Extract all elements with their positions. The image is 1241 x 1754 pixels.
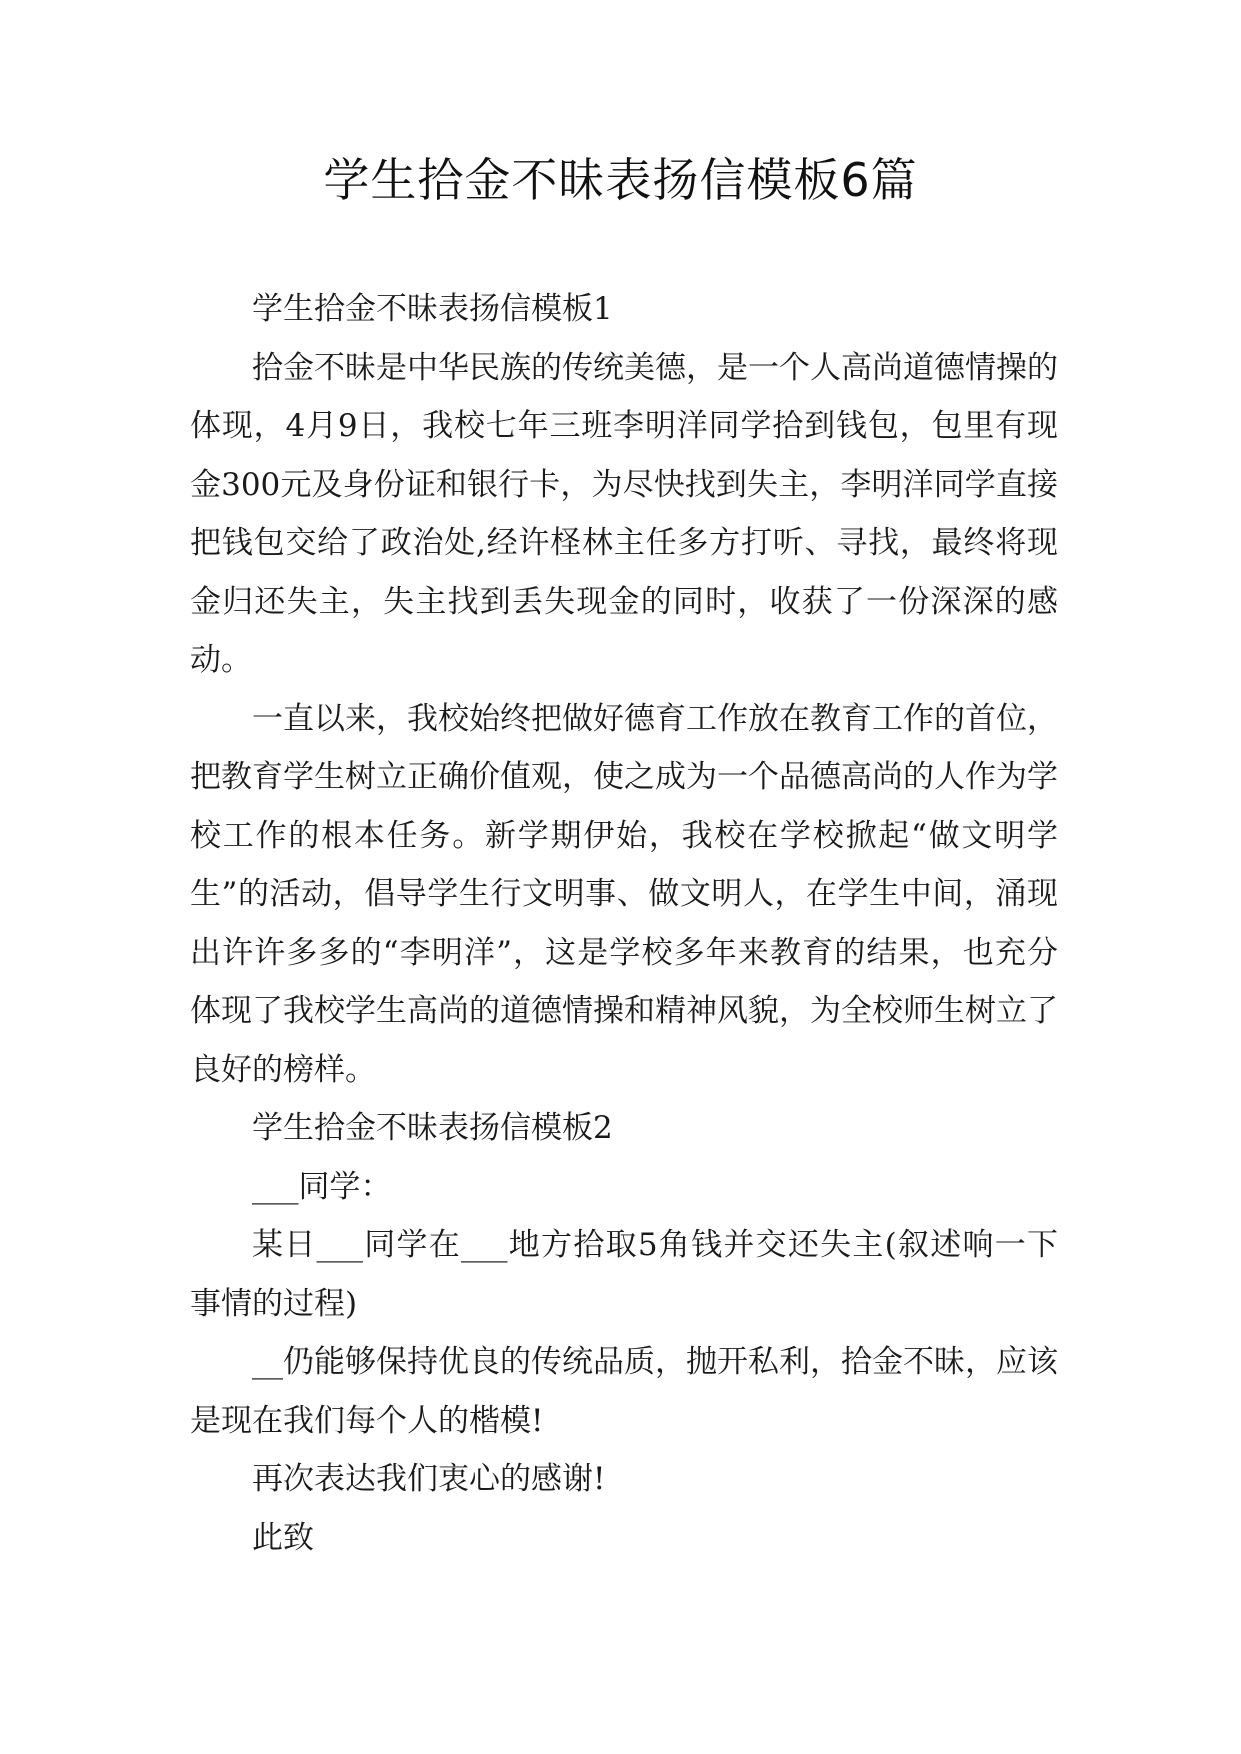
paragraph: __仍能够保持优良的传统品质，抛开私利，拾金不昧，应该是现在我们每个人的楷模! xyxy=(190,1344,1058,1439)
paragraph: 再次表达我们衷心的感谢! xyxy=(252,1461,606,1497)
closing: 此致 xyxy=(252,1519,314,1556)
salutation: ___同学： xyxy=(252,1168,392,1205)
paragraph: 拾金不昧是中华民族的传统美德，是一个人高尚道德情操的体现，4月9日，我校七年三班李明洋同学拾到钱包，包里有现金300元及身份证和银行卡，为尽快找到失主，李明洋同学直接把钱包交给了政治处,经许柽林主任多方打听、寻找，最终将现金归还失主，失主找到丢失现金的同时，收获了一份深深的感动。 xyxy=(190,349,1058,678)
paragraph: 某日___同学在___地方拾取5角钱并交还失主(叙述响一下事情的过程) xyxy=(190,1227,1058,1322)
section-heading-2: 学生拾金不昧表扬信模板2 xyxy=(252,1110,613,1146)
document-body xyxy=(190,280,1058,1567)
paragraph: 一直以来，我校始终把做好德育工作放在教育工作的首位，把教育学生树立正确价值观，使之成为一个品德高尚的人作为学校工作的根本任务。新学期伊始，我校在学校掀起“做文明学生”的活动，倡导学生行文明事、做文明人，在学生中间，涌现出许许多多的“李明洋”，这是学校多年来教育的结果，也充分体现了我校学生高尚的道德情操和精神风貌，为全校师生树立了良好的榜样。 xyxy=(190,700,1058,1088)
document-title: 学生拾金不昧表扬信模板6篇 xyxy=(323,153,918,207)
section-heading-1: 学生拾金不昧表扬信模板1 xyxy=(252,291,613,327)
